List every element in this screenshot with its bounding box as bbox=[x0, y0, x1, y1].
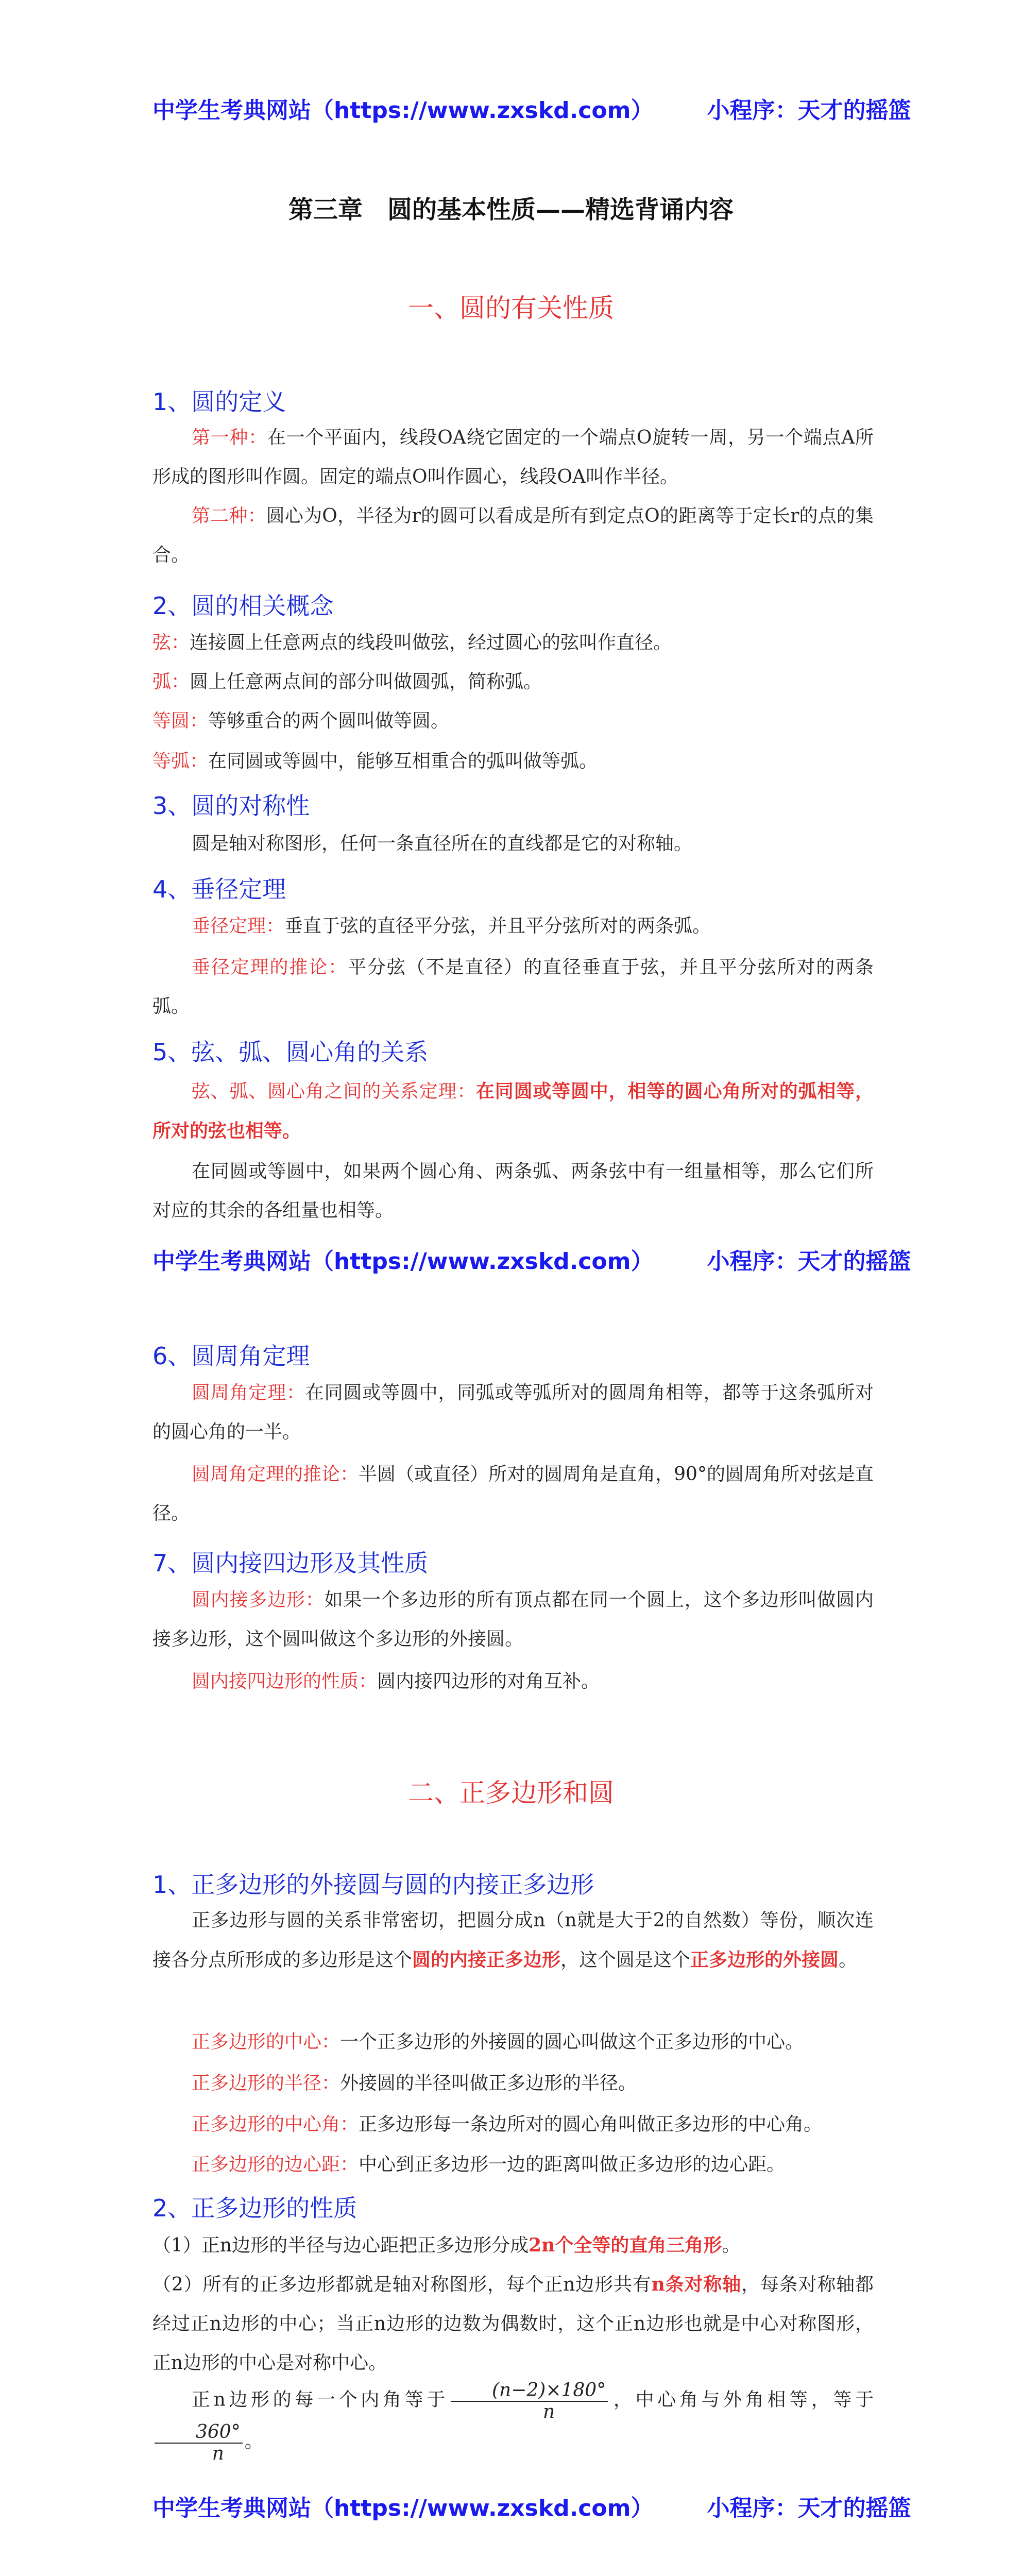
subsection-title: 2、正多边形的性质 bbox=[152, 2194, 357, 2222]
banner-site-link[interactable]: 中学生考典网站（https://www.zxskd.com） bbox=[152, 1248, 654, 1275]
paragraph bbox=[152, 2023, 874, 2062]
term-label: 弦、弧、圆心角之间的关系定理： bbox=[192, 1081, 476, 1102]
paragraph bbox=[152, 663, 874, 702]
term-label: 圆内接四边形的性质： bbox=[192, 1671, 378, 1692]
paragraph bbox=[152, 1374, 874, 1452]
paragraph bbox=[152, 418, 874, 497]
paragraph bbox=[152, 742, 874, 781]
section-title-1: 一、圆的有关性质 bbox=[408, 293, 614, 323]
text: 。 bbox=[722, 2235, 741, 2256]
text: 。 bbox=[839, 1950, 858, 1971]
paragraph bbox=[152, 2226, 874, 2265]
site-banner bbox=[152, 1243, 925, 1276]
term-label: 第二种： bbox=[192, 505, 266, 527]
term-text: 圆心为O，半径为r的圆可以看成是所有到定点O的距离等于定长r的点的集合。 bbox=[152, 505, 874, 566]
interior-angle-fraction: $\frac{(n-2)\times 180^\circ}{n}$ bbox=[451, 2380, 608, 2422]
term-label: 等圆： bbox=[152, 710, 209, 732]
term-label: 圆周角定理： bbox=[192, 1382, 305, 1403]
term-text: 连接圆上任意两点的线段叫做弦，经过圆心的弦叫作直径。 bbox=[190, 632, 672, 653]
site-banner bbox=[152, 92, 925, 125]
term-text: 圆上任意两点间的部分叫做圆弧，简称弧。 bbox=[190, 671, 542, 692]
highlight: 正多边形的外接圆 bbox=[690, 1949, 839, 1971]
subsection-title: 4、垂径定理 bbox=[152, 875, 286, 903]
text: 正多边形与圆的关系非常密切，把圆分成n（n就是大于2的自然数）等份，顺次连接各分点所形成的多边形是这个 bbox=[152, 1910, 874, 1971]
paragraph bbox=[152, 2105, 874, 2144]
paragraph bbox=[152, 623, 874, 663]
subsection-title: 2、圆的相关概念 bbox=[152, 592, 334, 620]
term-label: 垂径定理的推论： bbox=[192, 957, 348, 978]
text: ，中心角与外角相等，等于 bbox=[610, 2389, 874, 2411]
paragraph bbox=[152, 2380, 874, 2464]
paragraph bbox=[152, 1581, 874, 1659]
term-label: 正多边形的半径： bbox=[192, 2073, 340, 2094]
paragraph bbox=[152, 1455, 874, 1533]
paragraph bbox=[152, 2145, 874, 2184]
text: ，这个圆是这个 bbox=[560, 1950, 691, 1971]
paragraph bbox=[152, 2064, 874, 2103]
term-text: 在一个平面内，线段OA绕它固定的一个端点O旋转一周，另一个端点A所形成的图形叫作圆。固定的端点O叫作圆心，线段OA叫作半径。 bbox=[152, 427, 874, 487]
banner-site-link[interactable]: 中学生考典网站（https://www.zxskd.com） bbox=[152, 97, 654, 124]
text: （2）所有的正多边形都就是轴对称图形，每个正n边形共有 bbox=[152, 2274, 652, 2295]
paragraph bbox=[152, 948, 874, 1026]
section-title-2: 二、正多边形和圆 bbox=[408, 1778, 614, 1808]
text: 。 bbox=[244, 2431, 263, 2452]
term-label: 垂径定理： bbox=[192, 916, 285, 937]
term-text: 在同圆或等圆中，同弧或等弧所对的圆周角相等，都等于这条弧所对的圆心角的一半。 bbox=[152, 1382, 874, 1443]
banner-mini-program: 小程序：天才的摇篮 bbox=[707, 2495, 911, 2521]
paragraph: 圆是轴对称图形，任何一条直径所在的直线都是它的对称轴。 bbox=[192, 833, 693, 854]
paragraph bbox=[152, 497, 874, 575]
term-text: 如果一个多边形的所有顶点都在同一个圆上，这个多边形叫做圆内接多边形，这个圆叫做这个多边形的外接圆。 bbox=[152, 1589, 874, 1650]
text: 正n边形的每一个内角等于 bbox=[192, 2389, 449, 2411]
term-label: 等弧： bbox=[152, 751, 209, 772]
paragraph bbox=[152, 1662, 874, 1701]
term-text: 正多边形每一条边所对的圆心角叫做正多边形的中心角。 bbox=[359, 2114, 823, 2135]
term-label: 正多边形的中心角： bbox=[192, 2114, 359, 2135]
term-label: 圆周角定理的推论： bbox=[192, 1464, 359, 1485]
subsection-title: 5、弦、弧、圆心角的关系 bbox=[152, 1038, 429, 1066]
banner-mini-program: 小程序：天才的摇篮 bbox=[707, 97, 911, 124]
term-text: 在同圆或等圆中，相等的圆心角所对的弧相等，所对的弦也相等。 bbox=[152, 1080, 874, 1142]
term-text: 圆内接四边形的对角互补。 bbox=[377, 1671, 600, 1692]
central-angle-fraction: $\frac{360^\circ}{n}$ bbox=[155, 2422, 243, 2464]
subsection-title: 7、圆内接四边形及其性质 bbox=[152, 1549, 429, 1577]
term-label: 弦： bbox=[152, 632, 190, 653]
term-text: 半圆（或直径）所对的圆周角是直角，90°的圆周角所对弦是直径。 bbox=[152, 1464, 874, 1524]
chapter-title: 第三章 圆的基本性质——精选背诵内容 bbox=[288, 195, 734, 224]
text: （1）正n边形的半径与边心距把正多边形分成 bbox=[152, 2235, 529, 2256]
highlight: n条对称轴 bbox=[651, 2274, 741, 2295]
highlight: 圆的内接正多边形 bbox=[412, 1949, 561, 1971]
term-text: 一个正多边形的外接圆的圆心叫做这个正多边形的中心。 bbox=[340, 2031, 804, 2053]
term-text: 外接圆的半径叫做正多边形的半径。 bbox=[340, 2073, 637, 2094]
subsection-title: 6、圆周角定理 bbox=[152, 1342, 310, 1370]
text: ，每条对称轴都经过正n边形的中心；当正n边形的边数为偶数时，这个正n边形也就是中心对称图形，正n边形的中心是对称中心。 bbox=[152, 2274, 874, 2374]
paragraph bbox=[152, 702, 874, 741]
term-label: 正多边形的中心： bbox=[192, 2031, 340, 2053]
term-label: 圆内接多边形： bbox=[192, 1589, 325, 1611]
paragraph: 在同圆或等圆中，如果两个圆心角、两条弧、两条弦中有一组量相等，那么它们所对应的其余的各组量也相等。 bbox=[152, 1161, 874, 1221]
term-text: 平分弦（不是直径）的直径垂直于弦，并且平分弦所对的两条弧。 bbox=[152, 957, 874, 1017]
highlight: 2n个全等的直角三角形 bbox=[529, 2234, 722, 2256]
banner-site-link[interactable]: 中学生考典网站（https://www.zxskd.com） bbox=[152, 2495, 654, 2521]
subsection-title: 1、圆的定义 bbox=[152, 388, 286, 416]
term-text: 等够重合的两个圆叫做等圆。 bbox=[208, 710, 450, 732]
site-banner bbox=[152, 2489, 925, 2522]
term-text: 垂直于弦的直径平分弦，并且平分弦所对的两条弧。 bbox=[284, 916, 711, 937]
subsection-title: 1、正多边形的外接圆与圆的内接正多边形 bbox=[152, 1871, 594, 1899]
term-label: 正多边形的边心距： bbox=[192, 2154, 359, 2175]
paragraph bbox=[152, 1901, 874, 1980]
term-text: 在同圆或等圆中，能够互相重合的弧叫做等弧。 bbox=[208, 751, 598, 772]
paragraph bbox=[152, 2265, 874, 2383]
subsection-title: 3、圆的对称性 bbox=[152, 792, 310, 820]
term-label: 第一种： bbox=[192, 427, 267, 448]
term-text: 中心到正多边形一边的距离叫做正多边形的边心距。 bbox=[359, 2154, 786, 2175]
paragraph bbox=[152, 1072, 874, 1151]
paragraph bbox=[152, 907, 874, 946]
term-label: 弧： bbox=[152, 671, 190, 692]
banner-mini-program: 小程序：天才的摇篮 bbox=[707, 1248, 911, 1275]
